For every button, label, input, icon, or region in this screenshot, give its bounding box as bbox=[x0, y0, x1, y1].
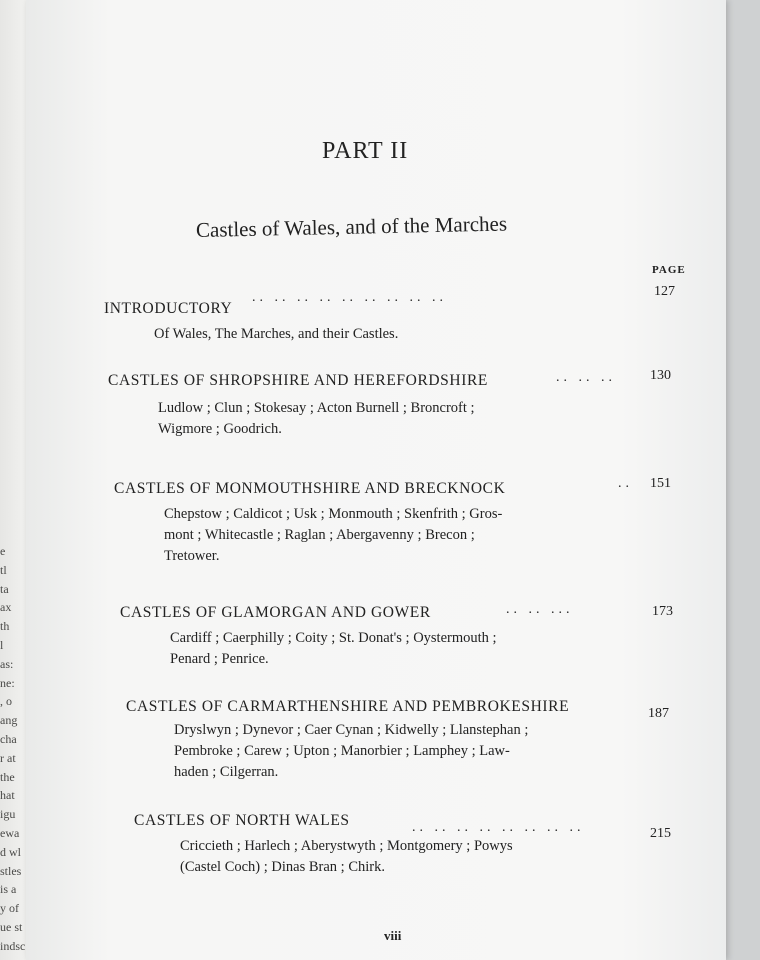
facing-page-text-fragment: stles bbox=[0, 863, 22, 878]
facing-page-text-fragment: igu bbox=[0, 807, 16, 822]
section-items-monmouthshire bbox=[164, 504, 502, 567]
item-line: mont ; Whitecastle ; Raglan ; Abergavenny ; Brecon ; bbox=[164, 527, 475, 543]
facing-page-text-fragment: tl bbox=[0, 562, 7, 577]
facing-page-text-fragment: ang bbox=[0, 713, 18, 728]
page-number-carmarthenshire: 187 bbox=[648, 706, 669, 721]
item-line: (Castel Coch) ; Dinas Bran ; Chirk. bbox=[180, 859, 385, 875]
section-title-glamorgan: CASTLES OF GLAMORGAN AND GOWER bbox=[120, 604, 431, 621]
facing-page-text-fragment: ne: bbox=[0, 675, 15, 690]
section-items-carmarthenshire bbox=[174, 720, 528, 783]
item-line: Ludlow ; Clun ; Stokesay ; Acton Burnell ; Broncroft ; bbox=[158, 400, 475, 416]
section-items-glamorgan bbox=[170, 628, 497, 670]
dot-leader: .. .. .. .. .. .. .. .. bbox=[412, 820, 585, 835]
facing-page-text-fragment: the bbox=[0, 769, 15, 784]
section-items-introductory bbox=[154, 324, 398, 345]
facing-page-text-fragment: as: bbox=[0, 656, 14, 671]
facing-page-text-fragment: , o bbox=[0, 694, 12, 709]
item-line: Penard ; Penrice. bbox=[170, 651, 269, 667]
part-heading: PART II bbox=[322, 138, 409, 164]
facing-page-text-fragment: ta bbox=[0, 581, 9, 596]
folio-page-number: viii bbox=[384, 928, 402, 943]
page-number-glamorgan: 173 bbox=[652, 604, 673, 619]
facing-page-text-fragment: ue st bbox=[0, 920, 23, 934]
item-line: Dryslwyn ; Dynevor ; Caer Cynan ; Kidwelly ; Llanstephan ; bbox=[174, 722, 529, 738]
section-title-shropshire: CASTLES OF SHROPSHIRE AND HEREFORDSHIRE bbox=[108, 372, 488, 389]
section-items-north-wales bbox=[180, 836, 513, 878]
item-line: Criccieth ; Harlech ; Aberystwyth ; Montgomery ; Powys bbox=[180, 838, 513, 854]
page-number-shropshire: 130 bbox=[650, 368, 671, 383]
dot-leader: .. bbox=[618, 476, 633, 491]
section-title-introductory: INTRODUCTORY bbox=[104, 300, 233, 317]
page-number-north-wales: 215 bbox=[650, 826, 671, 841]
section-title-north-wales: CASTLES OF NORTH WALES bbox=[134, 812, 350, 829]
dot-leader: .. .. ... bbox=[506, 602, 574, 617]
facing-page-text-fragment: y of bbox=[0, 901, 19, 916]
item-line: haden ; Cilgerran. bbox=[174, 764, 279, 780]
page-column-label: PAGE bbox=[652, 264, 686, 276]
item-line: Tretower. bbox=[164, 548, 220, 564]
item-line: Wigmore ; Goodrich. bbox=[158, 421, 282, 437]
part-subtitle: Castles of Wales, and of the Marches bbox=[195, 211, 508, 242]
facing-page-edge bbox=[0, 0, 26, 960]
dot-leader: .. .. .. .. .. .. .. .. .. bbox=[252, 290, 447, 305]
page-number-introductory: 127 bbox=[654, 284, 675, 299]
facing-page-text-fragment: cha bbox=[0, 732, 17, 746]
page-number-monmouthshire: 151 bbox=[650, 476, 671, 491]
item-line: Of Wales, The Marches, and their Castles. bbox=[154, 326, 399, 342]
facing-page-text-fragment: hat bbox=[0, 788, 15, 803]
item-line: Pembroke ; Carew ; Upton ; Manorbier ; Lamphey ; Law- bbox=[174, 743, 510, 759]
facing-page-text-fragment: ewa bbox=[0, 826, 20, 840]
facing-page-text-fragment: l bbox=[0, 638, 4, 652]
facing-page-text-fragment: indsc bbox=[0, 938, 26, 953]
facing-page-text-fragment: th bbox=[0, 619, 10, 634]
facing-page-text-fragment: ax bbox=[0, 600, 12, 615]
section-title-carmarthenshire: CASTLES OF CARMARTHENSHIRE AND PEMBROKESHIRE bbox=[126, 698, 570, 715]
item-line: Chepstow ; Caldicot ; Usk ; Monmouth ; Skenfrith ; Gros- bbox=[164, 506, 503, 522]
item-line: Cardiff ; Caerphilly ; Coity ; St. Donat's ; Oystermouth ; bbox=[170, 630, 497, 646]
facing-page-text-fragment: e bbox=[0, 544, 6, 558]
contents-page bbox=[26, 0, 726, 960]
facing-page-text-fragment: d wl bbox=[0, 844, 21, 859]
section-title-monmouthshire: CASTLES OF MONMOUTHSHIRE AND BRECKNOCK bbox=[114, 480, 506, 497]
section-items-shropshire bbox=[158, 398, 475, 440]
facing-page-text-fragment: is a bbox=[0, 882, 17, 897]
dot-leader: .. .. .. bbox=[556, 370, 616, 385]
facing-page-text-fragment: r at bbox=[0, 750, 16, 765]
